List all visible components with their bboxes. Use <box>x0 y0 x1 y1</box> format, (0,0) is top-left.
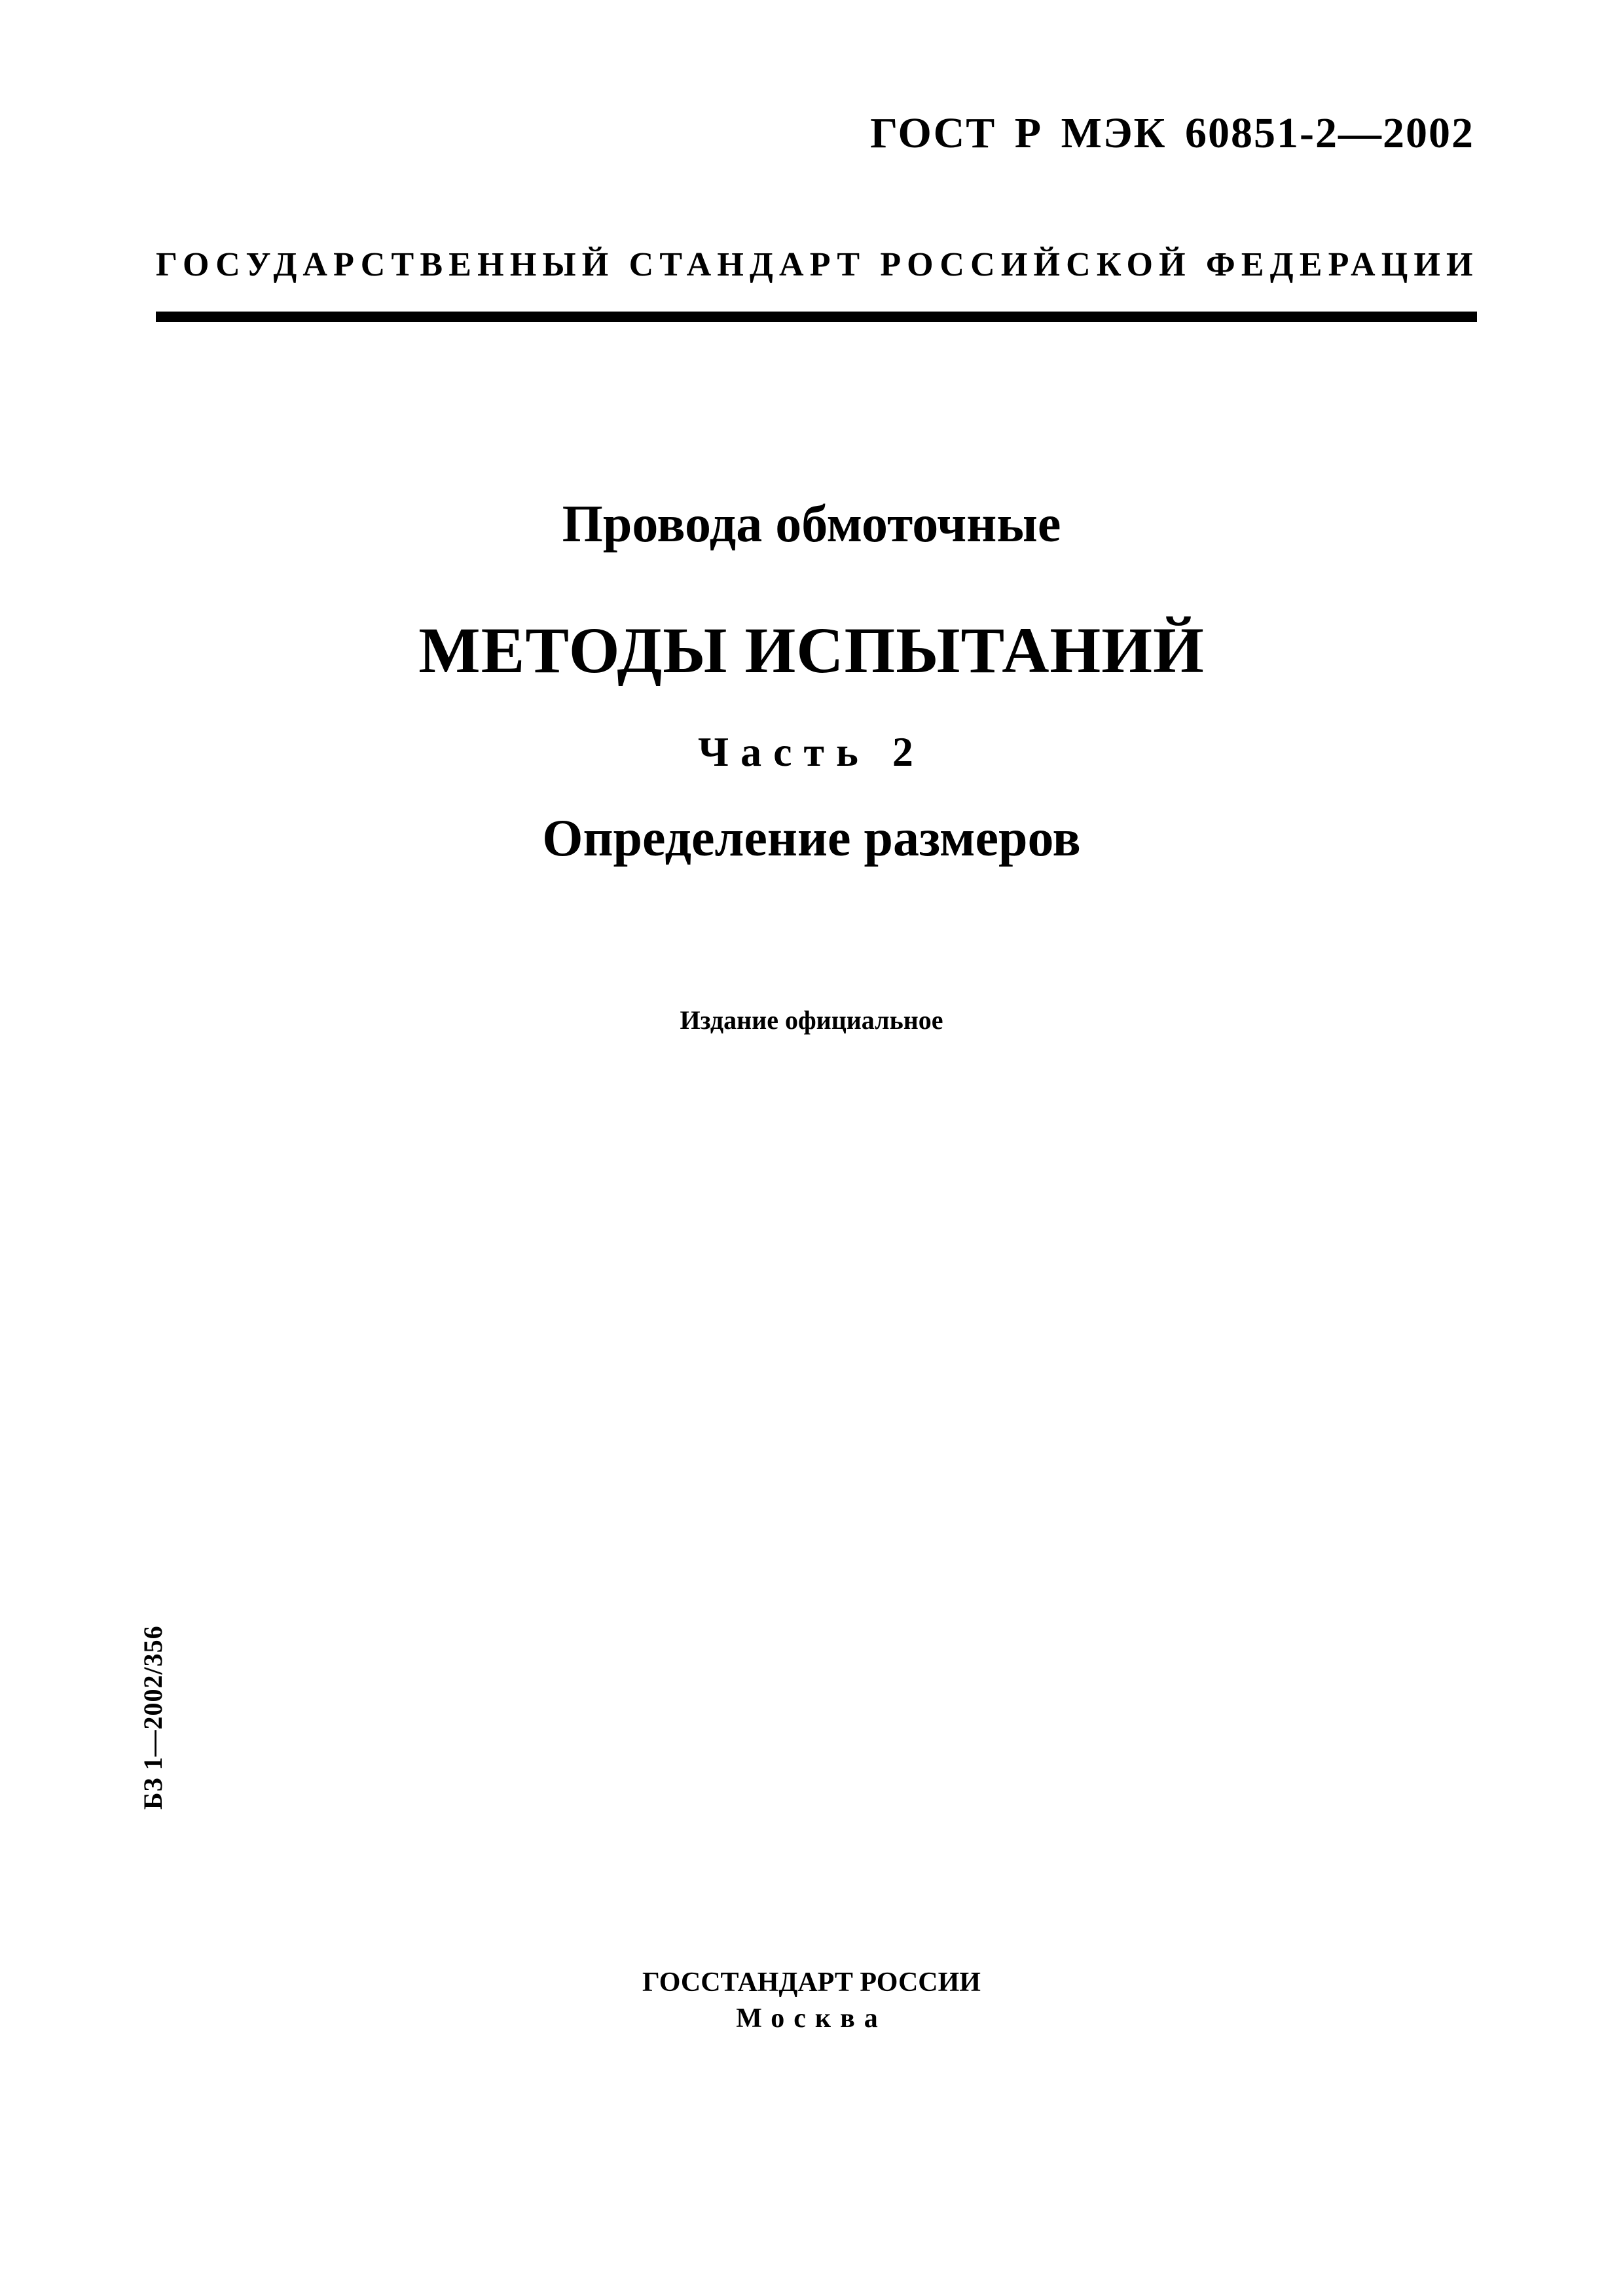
document-number: ГОСТ Р МЭК 60851-2—2002 <box>870 109 1474 157</box>
edition-label: Издание официальное <box>680 1005 943 1035</box>
state-standard-heading: ГОСУДАРСТВЕННЫЙ СТАНДАРТ РОССИЙСКОЙ ФЕДЕРАЦИИ <box>156 246 1479 283</box>
document-subject: Провода обмоточные <box>562 495 1061 553</box>
publisher-name: ГОССТАНДАРТ РОССИИ <box>642 1967 981 1998</box>
part-number: Часть 2 <box>698 728 925 775</box>
publisher-city: Москва <box>736 2003 887 2034</box>
document-title: МЕТОДЫ ИСПЫТАНИЙ <box>418 614 1205 687</box>
registry-side-note: БЗ 1—2002/356 <box>138 1625 168 1810</box>
part-title: Определение размеров <box>542 810 1081 867</box>
header-divider <box>156 312 1477 322</box>
